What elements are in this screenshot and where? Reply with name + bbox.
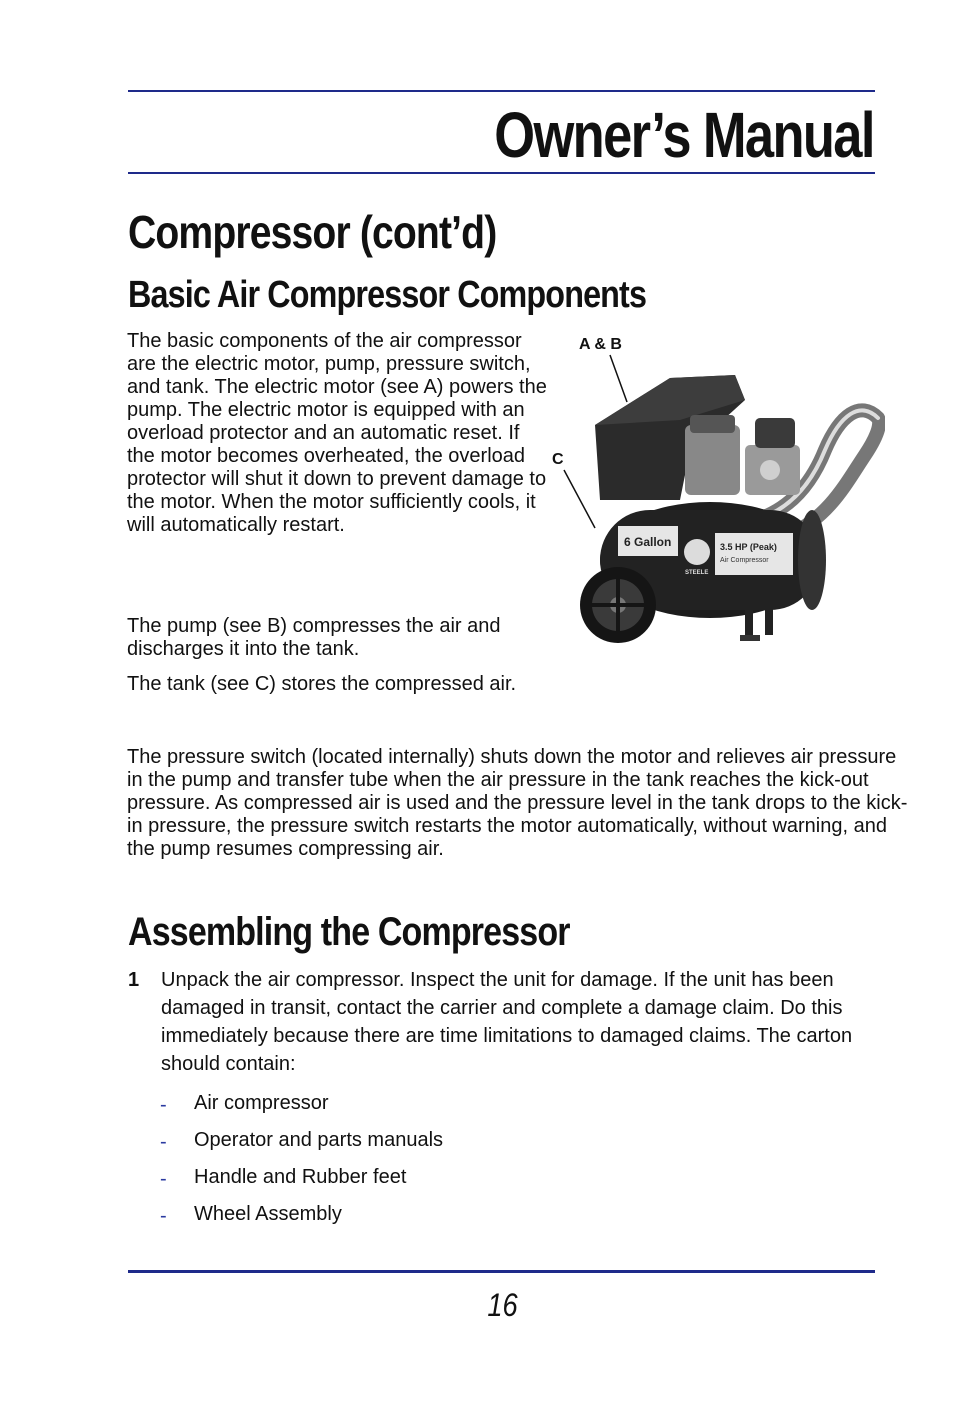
manual-title: Owner’s Manual (494, 99, 874, 171)
section-subheading: Basic Air Compressor Components (128, 274, 647, 316)
list-item-text: Air compressor (194, 1092, 329, 1114)
pump-head (685, 425, 740, 495)
bullet-dash: - (160, 1094, 167, 1116)
header-bottom-rule (128, 172, 875, 174)
header-top-rule (128, 90, 875, 92)
page-number: 16 (487, 1287, 518, 1323)
brand-name: STEELE (685, 570, 709, 576)
hp-label: 3.5 HP (Peak) (720, 542, 777, 552)
figure-label-ab: A & B (579, 336, 622, 353)
bullet-dash: - (160, 1205, 167, 1227)
bullet-dash: - (160, 1168, 167, 1190)
hp-sublabel: Air Compressor (720, 557, 769, 564)
leader-line-c (564, 470, 595, 528)
components-paragraph-3: The tank (see C) stores the compressed air. (127, 673, 517, 695)
footer-rule (128, 1270, 875, 1273)
list-item-text: Operator and parts manuals (194, 1129, 444, 1151)
brand-logo (684, 539, 710, 565)
list-item-text: Handle and Rubber feet (194, 1166, 407, 1188)
bullet-dash: - (160, 1131, 167, 1153)
step-text: Unpack the air compressor. Inspect the unit for damage. If the unit has been damaged in transit, contact the carrier and complete a damage claim. Do this immediately because there are time limitations to damaged claims. The carton should contain: (161, 969, 853, 1075)
assembly-heading: Assembling the Compressor (128, 910, 570, 954)
air-compressor-photo (540, 330, 885, 670)
list-item-text: Wheel Assembly (194, 1203, 342, 1225)
pressure-switch-paragraph: The pressure switch (located internally) shuts down the motor and relieves air pressure in the pump and transfer tube when the air pressure in the tank reaches the kick-out pressure. As compressed air is used and the pressure level in the tank drops to the kick-in pressure, the pressure switch restarts the motor automatically, without warning, and the pump resumes compressing air. (127, 746, 908, 860)
components-paragraph-2: The pump (see B) compresses the air and discharges it into the tank. (127, 615, 501, 660)
tank-capacity-label: 6 Gallon (624, 535, 672, 549)
figure-label-c: C (552, 451, 564, 468)
components-paragraph-1: The basic components of the air compressor are the electric motor, pump, pressure switch, and tank. The electric motor (see A) powers the pump. The electric motor is equipped with an overload protector and an automatic reset. If the motor becomes overheated, the overload protector will shut it down to prevent damage to the motor. When the motor sufficiently cools, it will automatically restart. (127, 330, 547, 536)
step-number: 1 (128, 969, 140, 991)
leader-line-ab (610, 355, 627, 402)
section-heading: Compressor (cont’d) (128, 206, 497, 258)
